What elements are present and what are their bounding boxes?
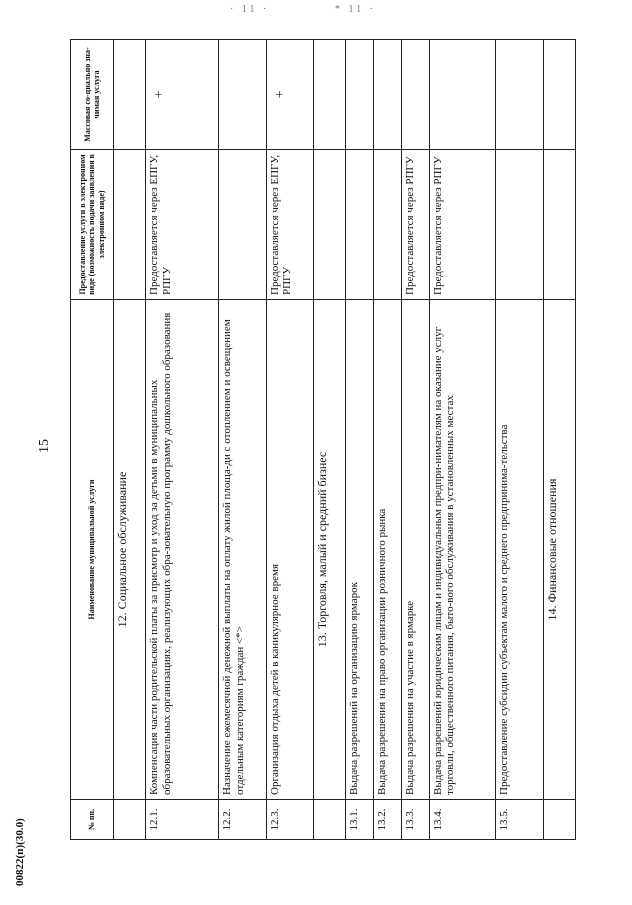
row-electronic: Предоставляется через РПГУ [429, 150, 496, 300]
row-electronic: Предоставляется через РПГУ [401, 150, 429, 300]
document-code: 00822(п)(30.0) [14, 818, 26, 886]
row-mass: + [266, 40, 313, 150]
row-name: Выдача разрешений юридическим лицам и индивидуальным предпри-нимателям на оказание услуг торговли, общественного питания, быто-вого обслуживания в установленных местах [429, 300, 496, 800]
row-electronic [496, 150, 543, 300]
row-mass [219, 40, 266, 150]
section-row [313, 40, 345, 840]
table-container [70, 40, 576, 840]
section-title: 13. Торговля, малый и средний бизнес [313, 300, 345, 800]
row-mass [346, 40, 374, 150]
section-title: 14. Финансовые отношения [543, 300, 575, 800]
table-row [401, 40, 429, 840]
section-row [543, 40, 575, 840]
row-name: Компенсация части родительской платы за присмотр и уход за детьми в муниципальных образовательных организациях, реализующих обра-зовательную программу дошкольного образования [146, 300, 219, 800]
table-row [266, 40, 313, 840]
row-name: Предоставление субсидии субъектам малого и среднего предпринима-тельства [496, 300, 543, 800]
row-num: 13.4. [429, 800, 496, 840]
row-electronic [346, 150, 374, 300]
row-name: Назначение ежемесячной денежной выплаты на оплату жилой площа-ди с отоплением и освещением отдельным категориям граждан <*> [219, 300, 266, 800]
section-title: 12. Социальное обслуживание [113, 300, 145, 800]
table-header-row [71, 40, 114, 840]
row-num: 13.5. [496, 800, 543, 840]
row-electronic: Предоставляется через ЕПГУ, РПГУ [146, 150, 219, 300]
table-row [373, 40, 401, 840]
table-row [346, 40, 374, 840]
row-electronic [219, 150, 266, 300]
row-mass [496, 40, 543, 150]
row-name: Выдача разрешения на право организации розничного рынка [373, 300, 401, 800]
row-mass [429, 40, 496, 150]
scan-mark: * 11 · [335, 4, 376, 15]
table-row [146, 40, 219, 840]
row-mass: + [146, 40, 219, 150]
header-electronic: Предоставление услуги в электронном виде (возможность подачи заявления в электронном виде) [71, 150, 114, 300]
header-name: Наименование муниципальной услуги [71, 300, 114, 800]
row-name: Выдача разрешения на участие в ярмарке [401, 300, 429, 800]
row-name: Организация отдыха детей в каникулярное время [266, 300, 313, 800]
header-num: № пп. [71, 800, 114, 840]
row-num: 12.2. [219, 800, 266, 840]
header-mass: Массовая со-циально зна-чимая услуга [71, 40, 114, 150]
row-mass [373, 40, 401, 150]
row-num: 13.1. [346, 800, 374, 840]
table-row [429, 40, 496, 840]
row-num: 13.2. [373, 800, 401, 840]
row-electronic: Предоставляется через ЕПГУ, РПГУ [266, 150, 313, 300]
row-name: Выдача разрешений на организацию ярмарок [346, 300, 374, 800]
table-row [219, 40, 266, 840]
row-num: 13.3. [401, 800, 429, 840]
row-num: 12.3. [266, 800, 313, 840]
services-table [70, 39, 576, 840]
section-row [113, 40, 145, 840]
scan-mark: · 11 · [230, 4, 270, 15]
row-num: 12.1. [146, 800, 219, 840]
row-electronic [373, 150, 401, 300]
row-mass [401, 40, 429, 150]
page-number: 15 [37, 439, 52, 453]
table-row [496, 40, 543, 840]
